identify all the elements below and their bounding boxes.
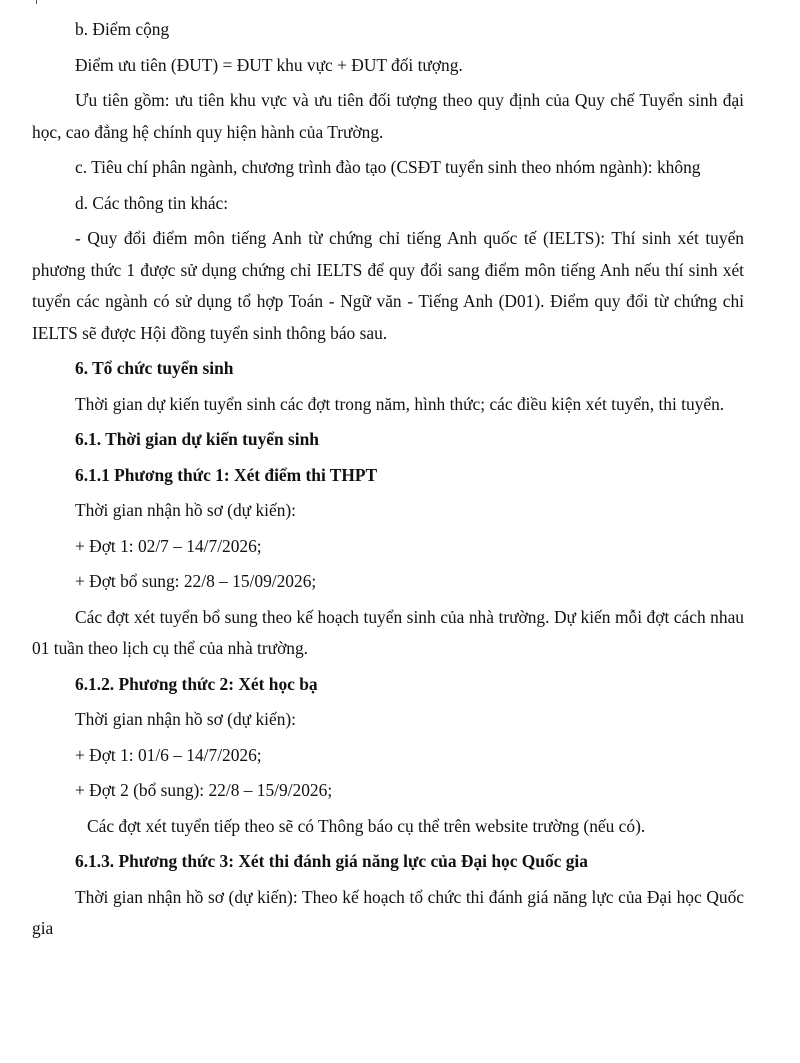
method-2-followup-note: Các đợt xét tuyển tiếp theo sẽ có Thông báo cụ thể trên website trường (nếu có). (87, 815, 646, 836)
subsection-d-heading: d. Các thông tin khác: (75, 192, 229, 213)
subsection-c-criteria: c. Tiêu chí phân ngành, chương trình đào tạo (CSĐT tuyển sinh theo nhóm ngành): không (75, 157, 701, 177)
ielts-conversion-paragraph: - Quy đổi điểm môn tiếng Anh từ chứng chỉ tiếng Anh quốc tế (IELTS): Thí sinh xét tuyển phương thức 1 được sử dụng chứng chỉ IELTS để quy đổi sang điểm môn tiếng Anh nếu thí sinh xét tuyển các ngành có sử dụng tổ hợp Toán - Ngữ văn - Tiếng Anh (D01). Điểm quy đổi từ chứng chỉ IELTS sẽ được Hội đồng tuyển sinh thông báo sau. (32, 228, 744, 343)
method-1-schedule-note: Các đợt xét tuyển bổ sung theo kế hoạch tuyển sinh của nhà trường. Dự kiến mỗi đợt cách nhau 01 tuần theo lịch cụ thể của nhà trường. (32, 606, 744, 658)
method-1-round-1: + Đợt 1: 02/7 – 14/7/2026; (75, 535, 262, 556)
method-2-round-1: + Đợt 1: 01/6 – 14/7/2026; (75, 744, 262, 765)
method-1-supplementary-round: + Đợt bổ sung: 22/8 – 15/09/2026; (75, 571, 317, 591)
section-6-intro: Thời gian dự kiến tuyển sinh các đợt trong năm, hình thức; các điều kiện xét tuyển, thi tuyển. (75, 393, 725, 414)
method-2-heading: 6.1.2. Phương thức 2: Xét học bạ (75, 673, 318, 694)
method-3-timing: Thời gian nhận hồ sơ (dự kiến): Theo kế hoạch tổ chức thi đánh giá năng lực của Đại học Quốc gia (32, 886, 744, 938)
method-1-heading: 6.1.1 Phương thức 1: Xét điểm thi THPT (75, 464, 378, 485)
section-6-heading: 6. Tổ chức tuyển sinh (75, 358, 234, 378)
method-3-heading: 6.1.3. Phương thức 3: Xét thi đánh giá năng lực của Đại học Quốc gia (75, 851, 588, 871)
method-1-timing-label: Thời gian nhận hồ sơ (dự kiến): (75, 500, 297, 520)
document-body (32, 14, 744, 945)
section-6-1-heading: 6.1. Thời gian dự kiến tuyển sinh (75, 429, 319, 449)
method-2-round-2: + Đợt 2 (bổ sung): 22/8 – 15/9/2026; (75, 780, 333, 800)
subsection-b-heading: b. Điểm cộng (75, 19, 170, 39)
priority-description: Ưu tiên gồm: ưu tiên khu vực và ưu tiên đối tượng theo quy định của Quy chế Tuyển sinh đại học, cao đẳng hệ chính quy hiện hành của Trường. (32, 90, 744, 142)
page-top-edge-mark (36, 0, 37, 4)
priority-score-formula: Điểm ưu tiên (ĐUT) = ĐUT khu vực + ĐUT đối tượng. (75, 54, 463, 75)
method-2-timing-label: Thời gian nhận hồ sơ (dự kiến): (75, 709, 297, 729)
